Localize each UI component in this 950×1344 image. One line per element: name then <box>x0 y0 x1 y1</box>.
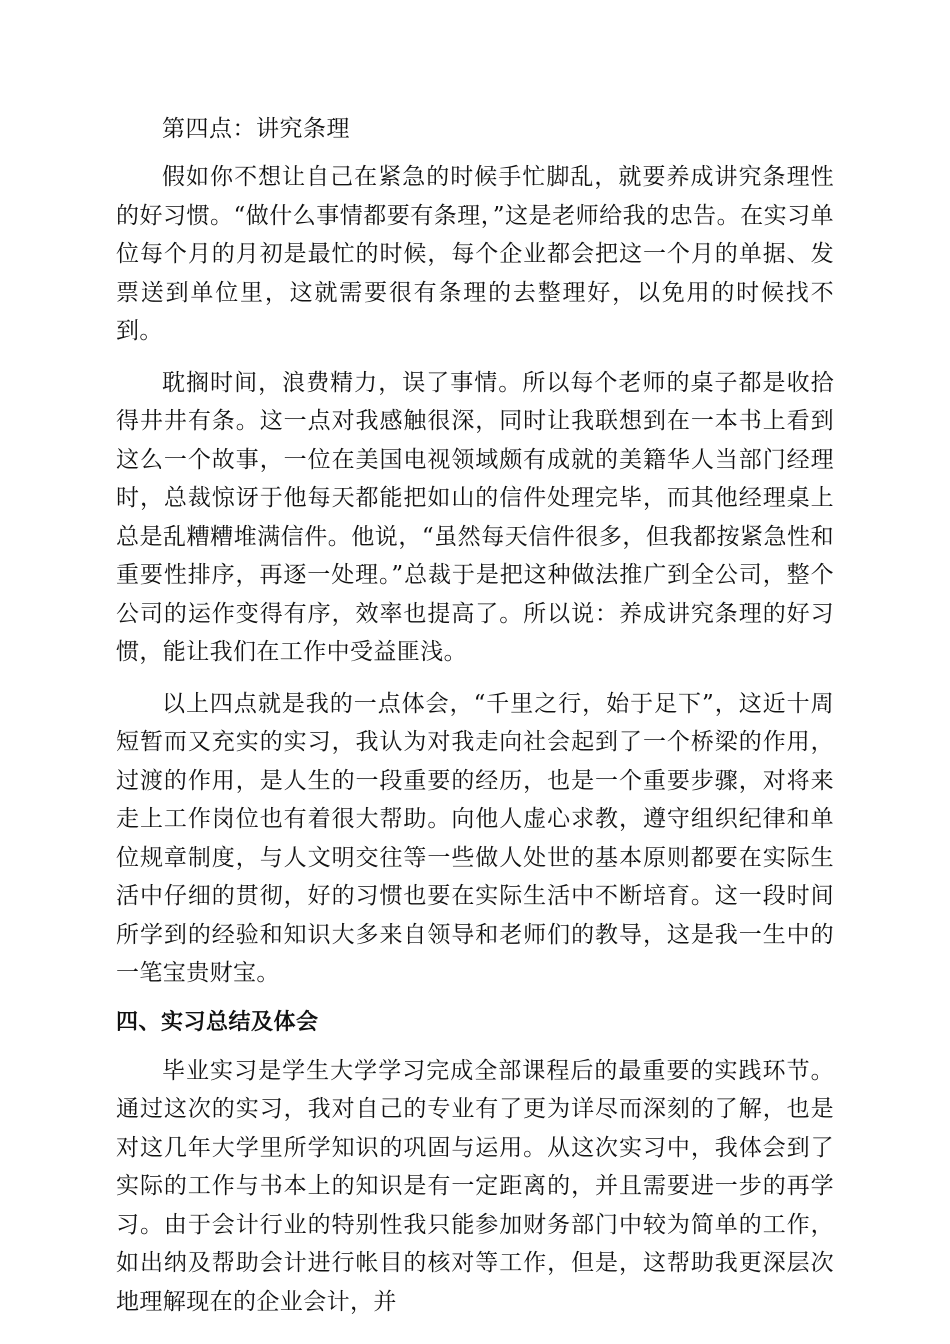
paragraph: 毕业实习是学生大学学习完成全部课程后的最重要的实践环节。通过这次的实习，我对自己的专业有了更为详尽而深刻的了解，也是对这几年大学里所学知识的巩固与运用。从这次实习中，我体会到了实际的工作与书本上的知识是有一定距离的，并且需要进一步的再学习。由于会计行业的特别性我只能参加财务部门中较为简单的工作，如出纳及帮助会计进行帐目的核对等工作，但是，这帮助我更深层次地理解现在的企业会计，并 <box>116 1057 834 1315</box>
paragraph: 以上四点就是我的一点体会，“千里之行，始于足下”，这近十周短暂而又充实的实习，我认为对我走向社会起到了一个桥梁的作用，过渡的作用，是人生的一段重要的经历，也是一个重要步骤，对将来走上工作岗位也有着很大帮助。向他人虚心求教，遵守组织纪律和单位规章制度，与人文明交往等一些做人处世的基本原则都要在实际生活中仔细的贯彻，好的习惯也要在实际生活中不断培育。这一段时间所学到的经验和知识大多来自领导和老师们的教导，这是我一生中的一笔宝贵财宝。 <box>116 690 834 986</box>
section-title: 四、实习总结及体会 <box>116 1009 319 1035</box>
document-page <box>116 112 834 1334</box>
paragraph: 耽搁时间，浪费精力，误了事情。所以每个老师的桌子都是收拾得井井有条。这一点对我感触很深，同时让我联想到在一本书上看到这么一个故事，一位在美国电视领域颇有成就的美籍华人当部门经理时，总裁惊讶于他每天都能把如山的信件处理完毕，而其他经理桌上总是乱糟糟堆满信件。他说，“虽然每天信件很多，但我都按紧急性和重要性排序，再逐一处理。”总裁于是把这种做法推广到全公司，整个公司的运作变得有序，效率也提高了。所以说：养成讲究条理的好习惯，能让我们在工作中受益匪浅。 <box>116 369 834 665</box>
paragraph: 假如你不想让自己在紧急的时候手忙脚乱，就要养成讲究条理性的好习惯。“做什么事情都要有条理，”这是老师给我的忠告。在实习单位每个月的月初是最忙的时候，每个企业都会把这一个月的单据、发票送到单位里，这就需要很有条理的去整理好，以免用的时候找不到。 <box>116 164 834 344</box>
point-heading: 第四点：讲究条理 <box>162 116 350 142</box>
